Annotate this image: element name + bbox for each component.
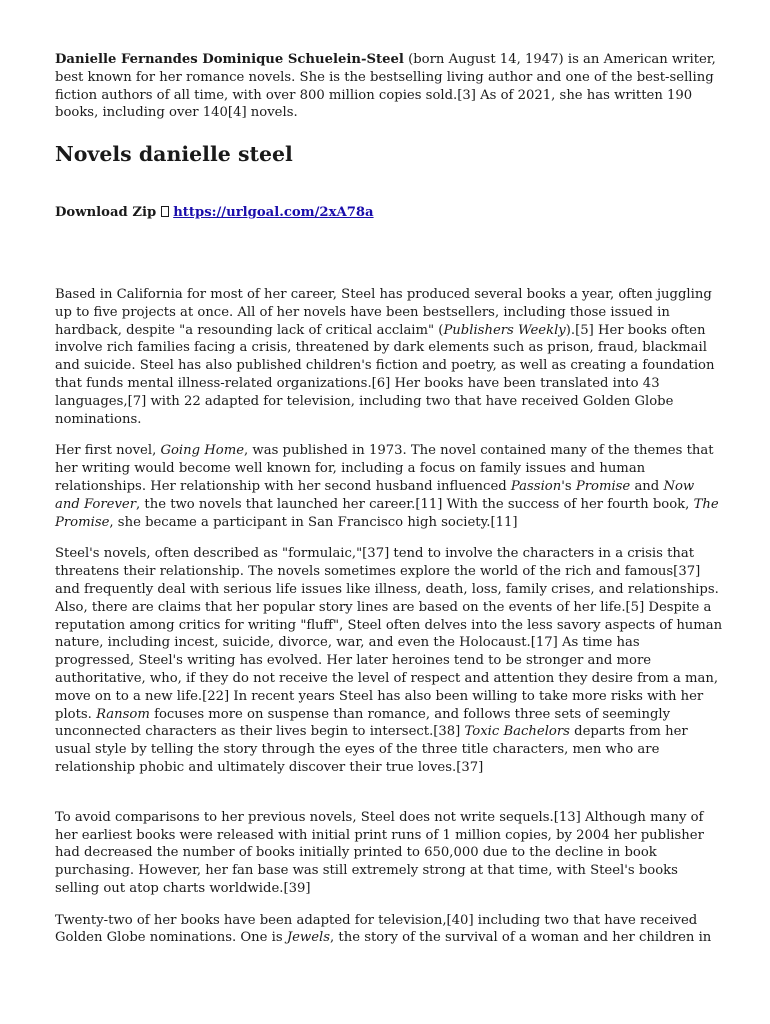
text-run: ).[5] Her books often involve rich families facing a crisis, threatened by dark elements such as prison, fraud, blackmail and suicide. Steel has also published children's fiction and poetry, as well as creating a foundation that funds mental illness-related organizations.[6] Her books have been translated into 43 languages,[7] with 22 adapted for television, including two that have received Golden Globe nominations.	[55, 322, 715, 427]
body-paragraph-2	[55, 442, 723, 531]
text-run: and	[630, 478, 664, 494]
box-glyph-icon	[161, 206, 169, 217]
page-title: Novels danielle steel	[55, 142, 293, 167]
italic-run: Going Home	[160, 443, 245, 459]
italic-run: Ransom	[96, 706, 150, 722]
text-run: To avoid comparisons to her previous novels, Steel does not write sequels.[13] Although many of her earliest books were released with initial print runs of 1 million copies, by 2004 her publisher had decreased the number of books initially printed to 650,000 due to the decline in book purchasing. However, her fan base was still extremely strong at that time, with Steel's books selling out atop charts worldwide.[39]	[55, 809, 704, 896]
download-link[interactable]: https://urlgoal.com/2xA78a	[173, 205, 374, 221]
text-run: , the story of the survival of a woman and her children in	[330, 930, 712, 946]
body-paragraph-3	[55, 545, 723, 776]
text-run: focuses more on suspense than romance, and follows three sets of seemingly unconnected characters as their lives begin to intersect.[38]	[55, 706, 671, 740]
italic-run: Passion	[510, 478, 562, 494]
text-run: , the two novels that launched her career.[11] With the success of her fourth book,	[136, 496, 694, 512]
body-paragraph-4	[55, 809, 723, 898]
italic-run: Toxic Bachelors	[464, 724, 570, 740]
article-page	[55, 51, 723, 947]
italic-run: Now and Forever	[55, 478, 695, 512]
author-full-name: Danielle Fernandes Dominique Schuelein-Steel	[55, 52, 404, 67]
body-paragraph-5	[55, 912, 723, 948]
text-run: Steel's novels, often described as "formulaic,"[37] tend to involve the characters in a crisis that threatens their relationship. The novels sometimes explore the world of the rich and famous[37] and frequently deal with serious life issues like illness, death, loss, family crises, and relationships. Also, there are claims that her popular story lines are based on the events of her life.[5] Despite a reputation among critics for writing "fluff", Steel often delves into the less savory aspects of human nature, including incest, suicide, divorce, war, and even the Holocaust.[17] As time has progressed, Steel's writing has evolved. Her later heroines tend to be stronger and more authoritative, who, if they do not receive the level of respect and attention they desire from a man, move on to a new life.[22] In recent years Steel has also been willing to take more risks with her plots.	[55, 546, 723, 722]
download-label: Download Zip	[55, 205, 157, 221]
italic-run: Promise	[575, 478, 631, 494]
italic-run: Publishers Weekly	[443, 322, 566, 338]
text-run: departs from her usual style by telling the story through the eyes of the three title characters, men who are relationship phobic and ultimately discover their true loves.[37]	[55, 724, 688, 775]
text-run: Twenty-two of her books have been adapted for television,[40] including two that have received Golden Globe nominations. One is	[55, 912, 698, 946]
text-run: , she became a participant in San Francisco high society.[11]	[109, 514, 518, 530]
download-line	[55, 204, 723, 222]
intro-paragraph	[55, 51, 723, 122]
text-run: Based in California for most of her career, Steel has produced several books a year, often juggling up to five projects at once. All of her novels have been bestsellers, including those issued in hardback, despite "a resounding lack of critical acclaim" (	[55, 286, 712, 338]
italic-run: The Promise	[55, 496, 719, 530]
text-run: Her first novel,	[55, 443, 161, 459]
text-run: 's	[561, 478, 576, 494]
intro-text: (born August 14, 1947) is an American writer, best known for her romance novels. She is the bestselling living author and one of the best-selling fiction authors of all time, with over 800 million copies sold.[3] As of 2021, she has written 190 books, including over 140[4] novels.	[55, 52, 716, 121]
text-run: , was published in 1973. The novel contained many of the themes that her writing would become well known for, including a focus on family issues and human relationships. Her relationship with her second husband influenced	[55, 443, 714, 494]
italic-run: Jewels	[286, 930, 331, 946]
body-paragraph-1	[55, 286, 723, 428]
